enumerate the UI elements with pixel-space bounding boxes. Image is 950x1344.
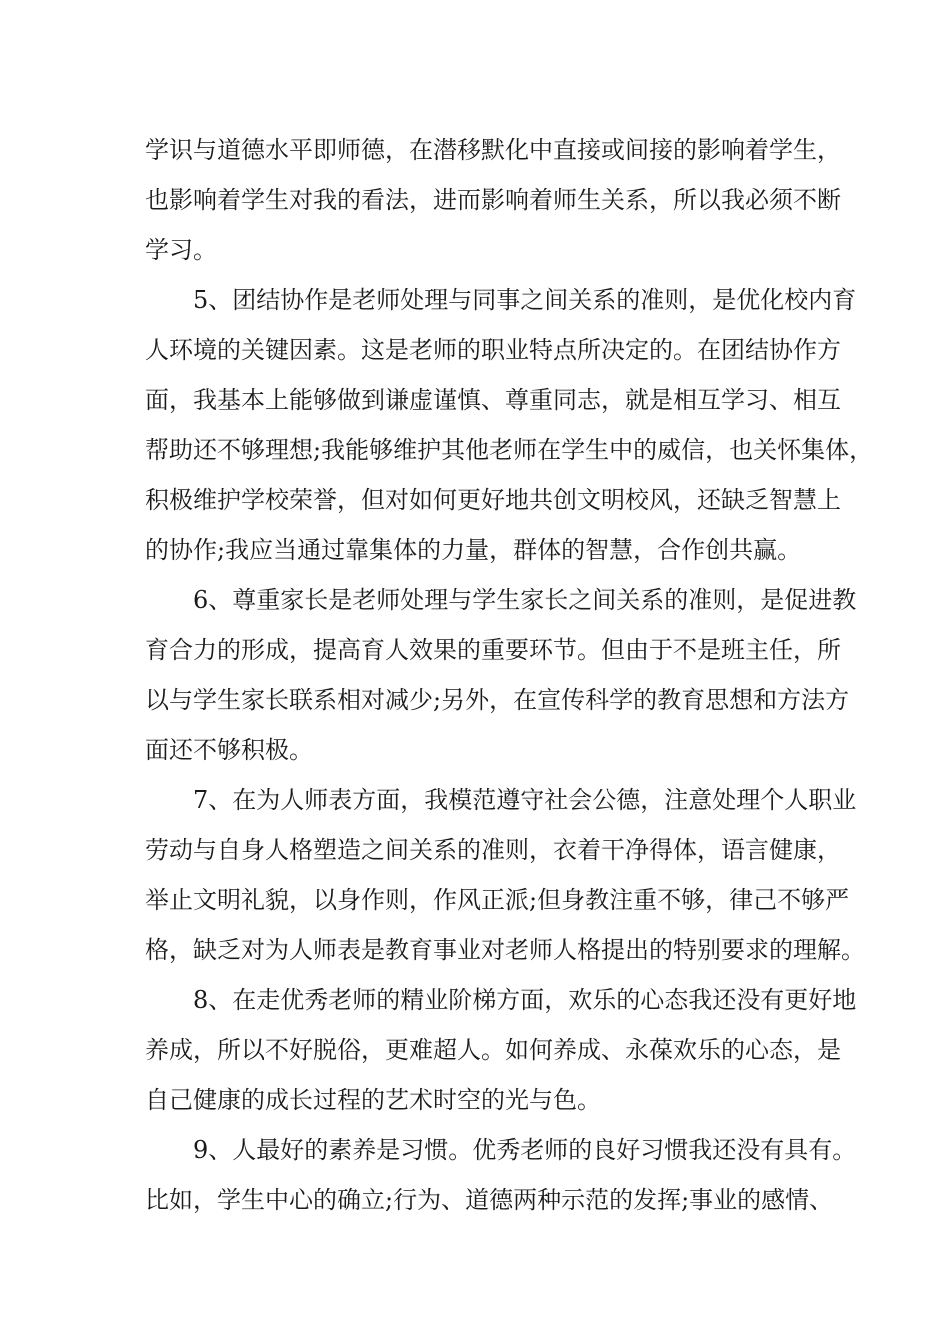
paragraph-8-first-line: 8、在走优秀老师的精业阶梯方面，欢乐的心态我还没有更好地 xyxy=(193,986,857,1014)
text-line: 劳动与自身人格塑造之间关系的准则，衣着干净得体，语言健康， xyxy=(145,836,841,864)
text-line: 面还不够积极。 xyxy=(145,736,313,764)
paragraph-7-first-line: 7、在为人师表方面，我模范遵守社会公德，注意处理个人职业 xyxy=(193,786,857,814)
paragraph-9-first-line: 9、人最好的素养是习惯。优秀老师的良好习惯我还没有具有。 xyxy=(193,1136,857,1164)
text-line: 养成，所以不好脱俗，更难超人。如何养成、永葆欢乐的心态，是 xyxy=(145,1036,841,1064)
text-line: 面，我基本上能够做到谦虚谨慎、尊重同志，就是相互学习、相互 xyxy=(145,386,841,414)
text-line: 以与学生家长联系相对减少;另外，在宣传科学的教育思想和方法方 xyxy=(145,686,850,714)
text-line: 帮助还不够理想;我能够维护其他老师在学生中的威信，也关怀集体， xyxy=(145,436,874,464)
text-line: 学习。 xyxy=(145,236,217,264)
paragraph-6-first-line: 6、尊重家长是老师处理与学生家长之间关系的准则，是促进教 xyxy=(193,586,857,614)
text-line: 积极维护学校荣誉，但对如何更好地共创文明校风，还缺乏智慧上 xyxy=(145,486,841,514)
text-line: 育合力的形成，提高育人效果的重要环节。但由于不是班主任，所 xyxy=(145,636,841,664)
text-line: 比如，学生中心的确立;行为、道德两种示范的发挥;事业的感情、 xyxy=(145,1186,834,1214)
text-line: 格，缺乏对为人师表是教育事业对老师人格提出的特别要求的理解。 xyxy=(145,936,865,964)
text-line: 的协作;我应当通过靠集体的力量，群体的智慧，合作创共赢。 xyxy=(145,536,802,564)
text-line: 学识与道德水平即师德，在潜移默化中直接或间接的影响着学生， xyxy=(145,136,841,164)
text-line: 举止文明礼貌，以身作则，作风正派;但身教注重不够，律己不够严 xyxy=(145,886,850,914)
text-line: 自己健康的成长过程的艺术时空的光与色。 xyxy=(145,1086,601,1114)
text-line: 也影响着学生对我的看法，进而影响着师生关系，所以我必须不断 xyxy=(145,186,841,214)
text-line: 人环境的关键因素。这是老师的职业特点所决定的。在团结协作方 xyxy=(145,336,841,364)
paragraph-5-first-line: 5、团结协作是老师处理与同事之间关系的准则，是优化校内育 xyxy=(193,286,857,314)
